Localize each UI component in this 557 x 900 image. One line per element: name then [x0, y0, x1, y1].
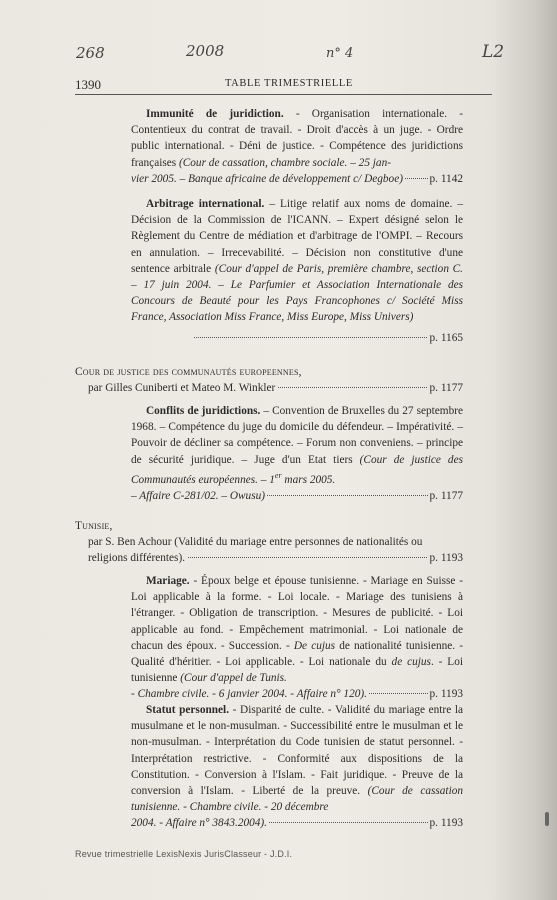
entry-body-cont: . - Loi tunisienne: [131, 656, 463, 685]
entry-reference: (Cour d'appel de Tunis.: [180, 672, 287, 685]
entry-last-line: [131, 815, 463, 831]
entry-statut: [131, 702, 463, 832]
dot-leader: [369, 693, 428, 694]
section-tunisie: [75, 518, 463, 567]
entry-body: - Organisation internationale. - Contentieux du contrat de travail. - Droit d'accès à un juge. - Ordre public international. - Déni de justice. - Compétence des juridictions françaises: [131, 108, 463, 169]
entry-reference: (Cour de cassation tunisienne. - Chambre civile. - 20 décembre: [131, 785, 464, 814]
entry-body: – Convention de Bruxelles du 27 septembre 1968. – Compétence du juge du domicile du défendeur. – Impérativité. – Pouvoir de décliner sa compétence. – Forum non conveniens. – principe de sécurité juridique. – Juge d'un Etat tiers: [131, 405, 463, 466]
entry-last-line: [131, 171, 463, 187]
entry-reference-cont: mars 2005.: [281, 473, 336, 486]
page-header: [75, 76, 492, 95]
section-title: Tunisie,: [75, 520, 113, 532]
entry-reference-end: - Chambre civile. - 6 janvier 2004. - Affaire n° 120).: [131, 688, 367, 701]
section-author-name: par S. Ben Achour: [88, 536, 175, 549]
entry-body-cont: de nationalité tunisienne. - Qualité d'héritier. - Loi applicable. - Loi nationale du: [131, 639, 463, 669]
entry-arbitrage: [131, 196, 463, 326]
dot-leader: [405, 178, 428, 179]
page-edge-mark: [545, 812, 549, 826]
section-author-line: [75, 380, 463, 396]
section-author-title: (Validité du mariage entre personnes de nationalités ou: [174, 536, 423, 549]
entry-reference-sup: er: [274, 470, 282, 480]
entry-latin-term: de cujus: [391, 656, 431, 669]
entry-body: - Époux belge et épouse tunisienne. - Mariage en Suisse - Loi applicable à la forme. - Loi locale. - Mariage des tunisiens à l'étranger. - Obligation de transcription. - Mesures de publicité. - Loi applicable au fond. - Empêchement matrimonial. - Loi nationale de chacun des époux. - Succession. -: [131, 575, 463, 652]
entry-reference: (Cour d'appel de Paris, première chambre, section C. – 17 juin 2004. – Le Parfumier et Association Internationale des Concours de Beauté pour les Pays Francophones c/ Société Miss France, Association Miss France, Miss Europe, Miss Univers): [131, 262, 464, 324]
entry-keyword: Conflits de juridictions.: [146, 405, 261, 417]
running-title: TABLE TRIMESTRIELLE: [225, 78, 353, 89]
entry-body: – Litige relatif aux noms de domaine. – Décision de la Commission de l'ICANN. – Expert désigné selon le Règlement du Centre de médiation et d'arbitrage de l'OMPI. – Recours en annulation. – Irrecevabilité. – Décision non constitutive d'une sentence arbitrale: [131, 198, 464, 275]
section-cjce: [75, 364, 463, 396]
entry-page-ref: p. 1142: [429, 172, 463, 185]
page-number: 1390: [75, 77, 101, 92]
section-author: [75, 534, 463, 550]
entry-page-ref: p. 1177: [429, 489, 463, 502]
entry-reference: (Cour de justice des Communautés européennes. – 1: [131, 453, 463, 486]
section-author: par Gilles Cuniberti et Mateo M. Winkler: [88, 382, 276, 395]
entry-keyword: Immunité de juridiction.: [146, 108, 284, 120]
entry-keyword: Statut personnel.: [146, 704, 230, 716]
handwritten-year: 2008: [186, 42, 225, 60]
entry-latin-term: De cujus: [293, 639, 336, 652]
dot-leader: [269, 822, 428, 823]
dot-leader: [267, 495, 428, 496]
dot-leader: [278, 387, 426, 388]
entry-keyword: Mariage.: [146, 575, 190, 587]
entry-immunite: [131, 106, 463, 187]
entry-page-ref: p. 1193: [429, 817, 463, 830]
entry-reference-end: – Affaire C-281/02. – Owusu): [131, 489, 265, 502]
handwritten-code: L2: [482, 42, 505, 62]
dot-leader: [194, 337, 427, 338]
entry-body: - Disparité de culte. - Validité du mariage entre la musulmane et le non-musulman. - Successibilité entre le musulman et le non-musulman. - Interprétation du Code tunisien de statut personnel. - Interprétation restrictive. - Conformité aux dispositions de la Constitution. - Conversion à l'Islam. - Fait juridique. - Preuve de la conversion à l'Islam. - Liberté de la preuve.: [131, 704, 463, 798]
section-page-ref: p. 1193: [429, 552, 463, 565]
entry-arbitrage-page-line: [131, 330, 463, 346]
handwritten-issue: n° 4: [326, 46, 354, 61]
entry-page-ref: p. 1165: [429, 332, 463, 344]
page-footer: Revue trimestrielle LexisNexis JurisClasseur - J.D.I.: [75, 849, 293, 859]
entry-keyword: Arbitrage international.: [146, 198, 265, 210]
entry-conflits: [131, 403, 463, 504]
entry-last-line: [131, 488, 463, 504]
entry-reference-end: vier 2005. – Banque africaine de développement c/ Degboe): [131, 172, 403, 185]
entry-page-ref: p. 1193: [429, 688, 463, 701]
section-author-line: [75, 550, 463, 566]
section-page-ref: p. 1177: [429, 382, 463, 395]
dot-leader: [188, 557, 426, 558]
entry-last-line: [131, 686, 463, 702]
entry-reference-end: 2004. - Affaire n° 3843.2004).: [131, 817, 267, 830]
section-author-title-end: religions différentes).: [88, 552, 186, 565]
handwritten-number: 268: [76, 44, 105, 62]
entry-reference: (Cour de cassation, chambre sociale. – 25 jan-: [178, 156, 391, 169]
entry-mariage: [131, 573, 463, 703]
section-title: Cour de justice des communautés europeennes,: [75, 366, 302, 378]
